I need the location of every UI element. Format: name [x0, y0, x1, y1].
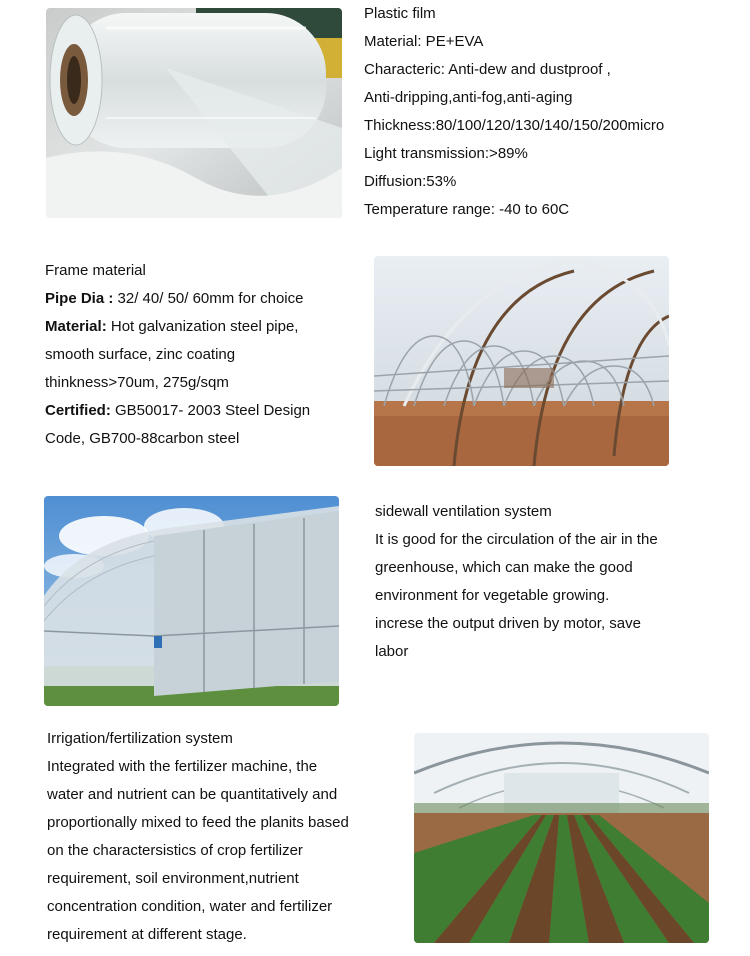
sidewall-title: sidewall ventilation system — [375, 503, 552, 520]
irrigation-line: concentration condition, water and fertilizer — [47, 898, 333, 915]
irrigation-line: proportionally mixed to feed the planits based — [47, 814, 349, 831]
material-value: Hot galvanization steel pipe, — [106, 318, 299, 335]
spec-line: Thickness:80/100/120/130/140/150/200micro — [364, 117, 665, 134]
material-label: Material: — [45, 318, 107, 335]
irrigation-line: water and nutrient can be quantitatively and — [47, 786, 338, 803]
greenhouse-photo — [44, 496, 339, 706]
sidewall-line: It is good for the circulation of the air in the — [375, 531, 658, 548]
irrigation-line: requirement at different stage. — [47, 926, 247, 943]
spec-line: Diffusion:53% — [364, 173, 457, 190]
sidewall-ventilation-text — [375, 498, 658, 666]
spec-line: Temperature range: -40 to 60C — [364, 201, 570, 218]
irrigation-rows-photo — [414, 733, 709, 943]
spec-line: Characteric: Anti-dew and dustproof , — [364, 61, 611, 78]
certified-value: GB50017- 2003 Steel Design — [110, 402, 311, 419]
steel-frame-photo — [374, 256, 669, 466]
sidewall-line: increse the output driven by motor, save — [375, 615, 641, 632]
certified-line — [45, 397, 310, 425]
plastic-film-title: Plastic film — [364, 5, 436, 22]
frame-material-title: Frame material — [45, 262, 146, 279]
spec-line: Light transmission:>89% — [364, 145, 528, 162]
material-line-2: smooth surface, zinc coating — [45, 346, 236, 363]
spec-line: Material: PE+EVA — [364, 33, 484, 50]
sidewall-line: labor — [375, 643, 409, 660]
plastic-film-roll-photo — [46, 8, 342, 218]
material-line-3: thinkness>70um, 275g/sqm — [45, 374, 229, 391]
certified-label: Certified: — [45, 402, 111, 419]
irrigation-title: Irrigation/fertilization system — [47, 730, 233, 747]
sidewall-line: greenhouse, which can make the good — [375, 559, 633, 576]
pipe-dia-value: 32/ 40/ 50/ 60mm for choice — [113, 290, 304, 307]
irrigation-line: requirement, soil environment,nutrient — [47, 870, 299, 887]
pipe-dia-label: Pipe Dia : — [45, 290, 114, 307]
certified-line-2: Code, GB700-88carbon steel — [45, 430, 240, 447]
irrigation-line: on the charactersistics of crop fertilizer — [47, 842, 303, 859]
spec-line: Anti-dripping,anti-fog,anti-aging — [364, 89, 573, 106]
material-line — [45, 313, 310, 341]
frame-material-specs — [45, 257, 310, 453]
plastic-film-specs — [364, 0, 664, 224]
sidewall-line: environment for vegetable growing. — [375, 587, 610, 604]
pipe-dia-line — [45, 285, 310, 313]
irrigation-text — [47, 725, 349, 949]
irrigation-line: Integrated with the fertilizer machine, the — [47, 758, 318, 775]
